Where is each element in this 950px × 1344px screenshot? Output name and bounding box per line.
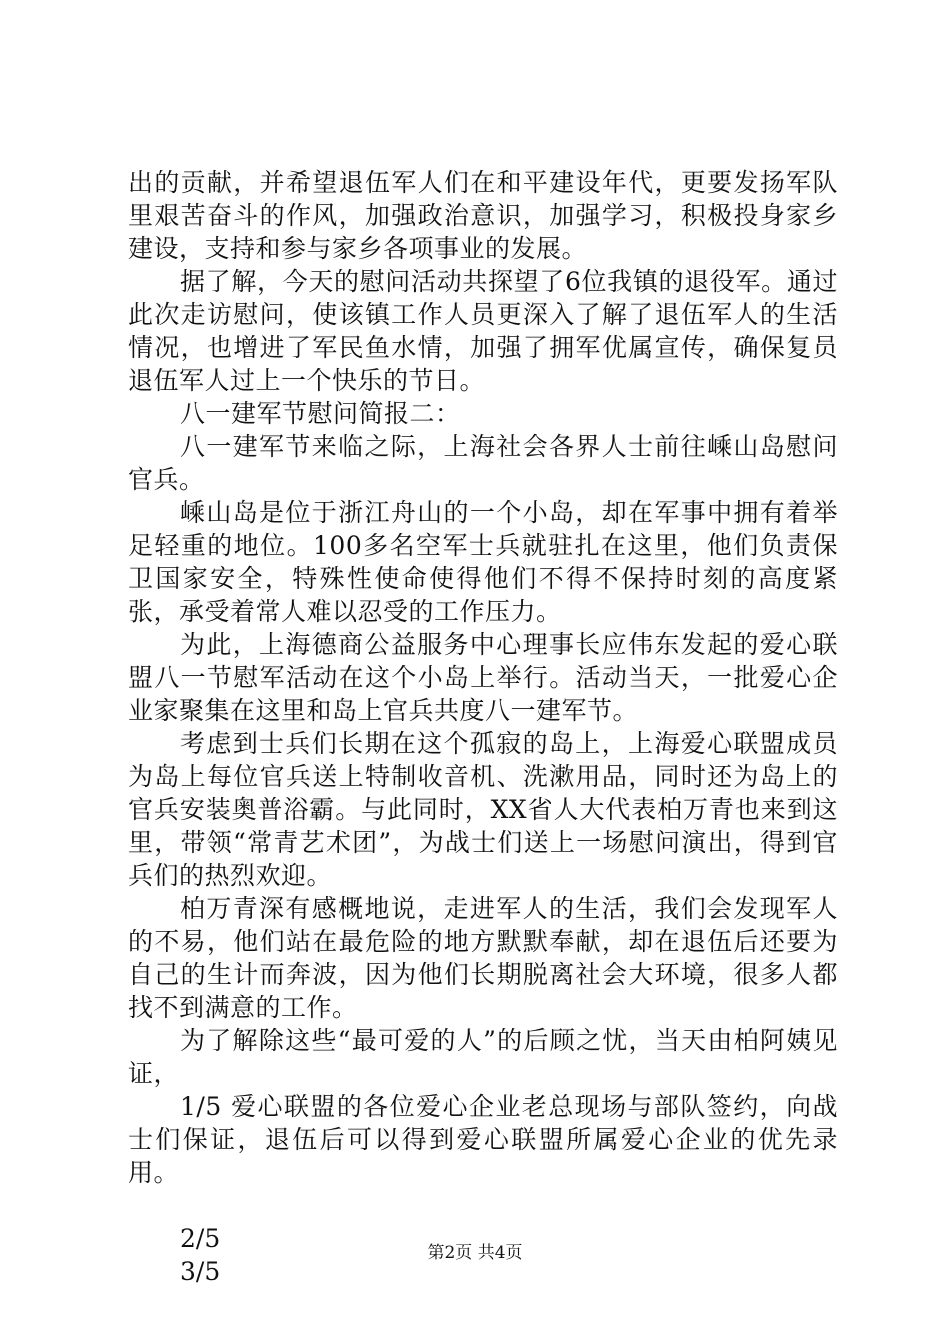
blank-line — [128, 1189, 838, 1222]
section-heading: 八一建军节慰问简报二： — [180, 399, 461, 428]
paragraph-9: 1/5 爱心联盟的各位爱心企业老总现场与部队签约，向战士们保证，退伍后可以得到爱心联盟所属爱心企业的优先录用。 — [128, 1092, 838, 1187]
document-body — [128, 166, 838, 1288]
paragraph-8: 为了解除这些“最可爱的人”的后顾之忧，当天由柏阿姨见证， — [128, 1026, 838, 1088]
paragraph-5: 为此，上海德商公益服务中心理事长应伟东发起的爱心联盟八一节慰军活动在这个小岛上举行。活动当天，一批爱心企业家聚集在这里和岛上官兵共度八一建军节。 — [128, 630, 838, 725]
paragraph-7: 柏万青深有感概地说，走进军人的生活，我们会发现军人的不易，他们站在最危险的地方默默奉献，却在退伍后还要为自己的生计而奔波，因为他们长期脱离社会大环境，很多人都找不到满意的工作。 — [128, 894, 838, 1022]
paragraph-3: 八一建军节来临之际，上海社会各界人士前往嵊山岛慰问官兵。 — [128, 432, 838, 494]
page-mark-2: 2/5 — [180, 1224, 221, 1253]
paragraph-4: 嵊山岛是位于浙江舟山的一个小岛，却在军事中拥有着举足轻重的地位。100多名空军士兵就驻扎在这里，他们负责保卫国家安全，特殊性使命使得他们不得不保持时刻的高度紧张，承受着常人难以忍受的工作压力。 — [128, 498, 838, 626]
paragraph-6: 考虑到士兵们长期在这个孤寂的岛上，上海爱心联盟成员为岛上每位官兵送上特制收音机、洗漱用品，同时还为岛上的官兵安装奥普浴霸。与此同时，XX省人大代表柏万青也来到这里，带领“常青艺术团”，为战士们送上一场慰问演出，得到官兵们的热烈欢迎。 — [128, 729, 838, 890]
paragraph-2: 据了解，今天的慰问活动共探望了6位我镇的退役军。通过此次走访慰问，使该镇工作人员更深入了解了退伍军人的生活情况，也增进了军民鱼水情，加强了拥军优属宣传，确保复员退伍军人过上一个快乐的节日。 — [128, 267, 838, 395]
page-footer: 第2页 共4页 — [427, 1243, 523, 1263]
paragraph-1: 出的贡献，并希望退伍军人们在和平建设年代，更要发扬军队里艰苦奋斗的作风，加强政治意识，加强学习，积极投身家乡建设，支持和参与家乡各项事业的发展。 — [128, 168, 838, 263]
page-mark-3: 3/5 — [180, 1257, 221, 1286]
